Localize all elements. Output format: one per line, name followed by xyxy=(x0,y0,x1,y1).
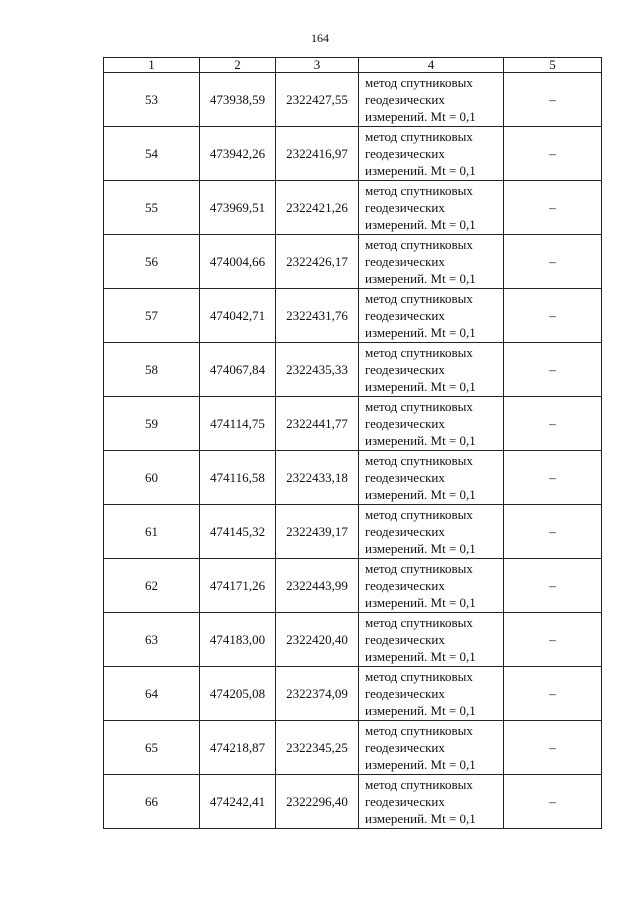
note-cell: – xyxy=(504,397,602,451)
method-line: метод спутниковых xyxy=(365,561,473,576)
note-cell: – xyxy=(504,235,602,289)
method-line: геодезических xyxy=(365,416,445,431)
note-cell: – xyxy=(504,73,602,127)
method-line: метод спутниковых xyxy=(365,777,473,792)
x-coordinate-cell: 474205,08 xyxy=(200,667,276,721)
method-line: метод спутниковых xyxy=(365,237,473,252)
x-coordinate-cell: 474042,71 xyxy=(200,289,276,343)
method-cell xyxy=(359,613,504,667)
method-line: измерений. Mt = 0,1 xyxy=(365,379,476,394)
x-coordinate-cell: 474116,58 xyxy=(200,451,276,505)
method-line: измерений. Mt = 0,1 xyxy=(365,325,476,340)
y-coordinate-cell: 2322420,40 xyxy=(276,613,359,667)
y-coordinate-cell: 2322431,76 xyxy=(276,289,359,343)
method-line: измерений. Mt = 0,1 xyxy=(365,595,476,610)
table-row xyxy=(104,397,602,451)
note-cell: – xyxy=(504,721,602,775)
table-row xyxy=(104,451,602,505)
note-cell: – xyxy=(504,667,602,721)
note-cell: – xyxy=(504,181,602,235)
header-row xyxy=(104,58,602,73)
method-line: геодезических xyxy=(365,254,445,269)
note-cell: – xyxy=(504,505,602,559)
method-line: измерений. Mt = 0,1 xyxy=(365,649,476,664)
note-cell: – xyxy=(504,289,602,343)
column-header-5: 5 xyxy=(504,58,602,73)
method-cell xyxy=(359,127,504,181)
x-coordinate-cell: 473938,59 xyxy=(200,73,276,127)
method-line: геодезических xyxy=(365,632,445,647)
y-coordinate-cell: 2322416,97 xyxy=(276,127,359,181)
point-number-cell: 57 xyxy=(104,289,200,343)
point-number-cell: 61 xyxy=(104,505,200,559)
point-number-cell: 63 xyxy=(104,613,200,667)
point-number-cell: 62 xyxy=(104,559,200,613)
table-row xyxy=(104,289,602,343)
point-number-cell: 54 xyxy=(104,127,200,181)
method-line: геодезических xyxy=(365,308,445,323)
method-line: метод спутниковых xyxy=(365,399,473,414)
note-cell: – xyxy=(504,451,602,505)
method-line: измерений. Mt = 0,1 xyxy=(365,271,476,286)
page-number: 164 xyxy=(311,31,329,45)
method-line: метод спутниковых xyxy=(365,129,473,144)
x-coordinate-cell: 474242,41 xyxy=(200,775,276,829)
point-number-cell: 55 xyxy=(104,181,200,235)
method-line: измерений. Mt = 0,1 xyxy=(365,541,476,556)
note-cell: – xyxy=(504,127,602,181)
method-cell xyxy=(359,181,504,235)
method-cell xyxy=(359,721,504,775)
point-number-cell: 64 xyxy=(104,667,200,721)
method-line: геодезических xyxy=(365,200,445,215)
y-coordinate-cell: 2322441,77 xyxy=(276,397,359,451)
method-line: метод спутниковых xyxy=(365,291,473,306)
x-coordinate-cell: 473942,26 xyxy=(200,127,276,181)
y-coordinate-cell: 2322433,18 xyxy=(276,451,359,505)
y-coordinate-cell: 2322443,99 xyxy=(276,559,359,613)
note-cell: – xyxy=(504,613,602,667)
method-cell xyxy=(359,451,504,505)
table-row xyxy=(104,505,602,559)
table-row xyxy=(104,127,602,181)
x-coordinate-cell: 473969,51 xyxy=(200,181,276,235)
method-cell xyxy=(359,775,504,829)
point-number-cell: 65 xyxy=(104,721,200,775)
method-cell xyxy=(359,559,504,613)
point-number-cell: 59 xyxy=(104,397,200,451)
method-line: измерений. Mt = 0,1 xyxy=(365,757,476,772)
column-header-3: 3 xyxy=(276,58,359,73)
method-line: метод спутниковых xyxy=(365,345,473,360)
y-coordinate-cell: 2322439,17 xyxy=(276,505,359,559)
method-line: измерений. Mt = 0,1 xyxy=(365,811,476,826)
point-number-cell: 53 xyxy=(104,73,200,127)
method-line: измерений. Mt = 0,1 xyxy=(365,433,476,448)
y-coordinate-cell: 2322296,40 xyxy=(276,775,359,829)
method-line: геодезических xyxy=(365,146,445,161)
point-number-cell: 60 xyxy=(104,451,200,505)
coordinates-table xyxy=(103,57,602,829)
y-coordinate-cell: 2322374,09 xyxy=(276,667,359,721)
method-line: метод спутниковых xyxy=(365,183,473,198)
table-row xyxy=(104,235,602,289)
method-cell xyxy=(359,235,504,289)
x-coordinate-cell: 474067,84 xyxy=(200,343,276,397)
point-number-cell: 66 xyxy=(104,775,200,829)
table-row xyxy=(104,559,602,613)
point-number-cell: 56 xyxy=(104,235,200,289)
method-line: метод спутниковых xyxy=(365,453,473,468)
y-coordinate-cell: 2322345,25 xyxy=(276,721,359,775)
method-line: измерений. Mt = 0,1 xyxy=(365,217,476,232)
method-line: геодезических xyxy=(365,578,445,593)
method-cell xyxy=(359,73,504,127)
table-row xyxy=(104,775,602,829)
column-header-1: 1 xyxy=(104,58,200,73)
x-coordinate-cell: 474171,26 xyxy=(200,559,276,613)
method-line: геодезических xyxy=(365,470,445,485)
method-cell xyxy=(359,505,504,559)
y-coordinate-cell: 2322421,26 xyxy=(276,181,359,235)
method-line: метод спутниковых xyxy=(365,723,473,738)
table-row xyxy=(104,667,602,721)
x-coordinate-cell: 474004,66 xyxy=(200,235,276,289)
method-line: измерений. Mt = 0,1 xyxy=(365,703,476,718)
x-coordinate-cell: 474114,75 xyxy=(200,397,276,451)
column-header-4: 4 xyxy=(359,58,504,73)
point-number-cell: 58 xyxy=(104,343,200,397)
table-row xyxy=(104,343,602,397)
table-body xyxy=(104,73,602,829)
method-line: геодезических xyxy=(365,794,445,809)
y-coordinate-cell: 2322435,33 xyxy=(276,343,359,397)
method-line: геодезических xyxy=(365,686,445,701)
method-cell xyxy=(359,289,504,343)
x-coordinate-cell: 474218,87 xyxy=(200,721,276,775)
method-line: геодезических xyxy=(365,92,445,107)
note-cell: – xyxy=(504,775,602,829)
method-line: измерений. Mt = 0,1 xyxy=(365,487,476,502)
x-coordinate-cell: 474183,00 xyxy=(200,613,276,667)
method-line: измерений. Mt = 0,1 xyxy=(365,163,476,178)
method-line: метод спутниковых xyxy=(365,507,473,522)
method-cell xyxy=(359,397,504,451)
table-row xyxy=(104,613,602,667)
table-row xyxy=(104,73,602,127)
method-cell xyxy=(359,667,504,721)
note-cell: – xyxy=(504,559,602,613)
y-coordinate-cell: 2322427,55 xyxy=(276,73,359,127)
table-row xyxy=(104,181,602,235)
table-row xyxy=(104,721,602,775)
method-line: геодезических xyxy=(365,362,445,377)
method-line: метод спутниковых xyxy=(365,615,473,630)
note-cell: – xyxy=(504,343,602,397)
method-line: метод спутниковых xyxy=(365,669,473,684)
column-header-2: 2 xyxy=(200,58,276,73)
method-line: геодезических xyxy=(365,740,445,755)
method-line: измерений. Mt = 0,1 xyxy=(365,109,476,124)
method-cell xyxy=(359,343,504,397)
method-line: метод спутниковых xyxy=(365,75,473,90)
y-coordinate-cell: 2322426,17 xyxy=(276,235,359,289)
x-coordinate-cell: 474145,32 xyxy=(200,505,276,559)
method-line: геодезических xyxy=(365,524,445,539)
